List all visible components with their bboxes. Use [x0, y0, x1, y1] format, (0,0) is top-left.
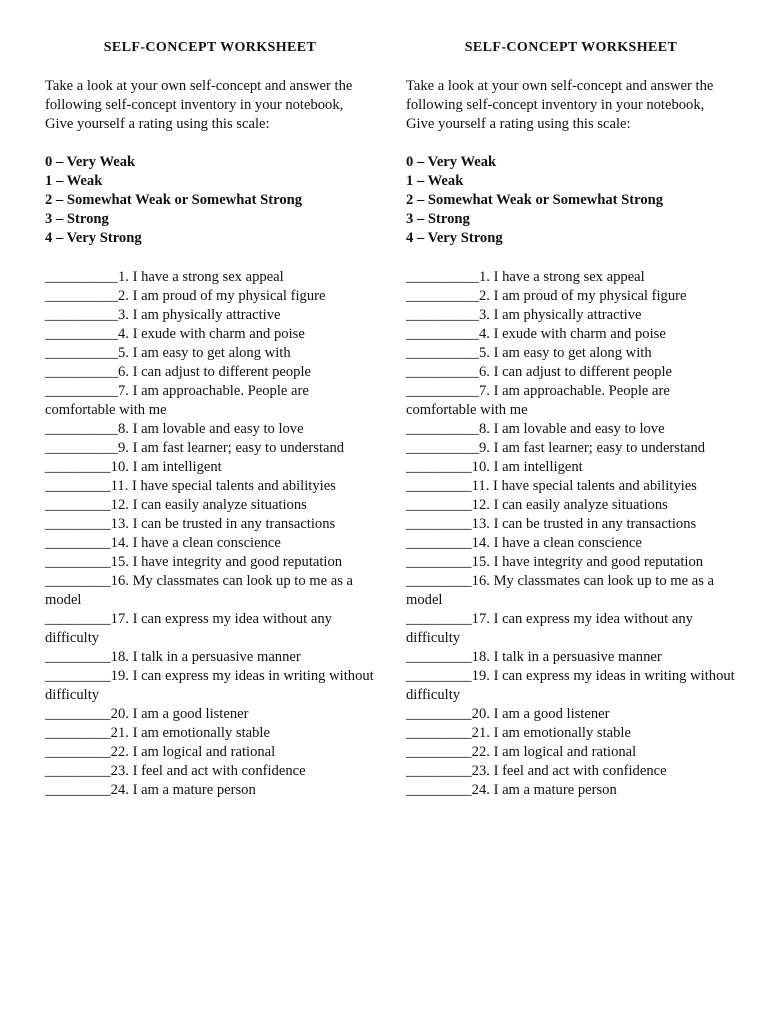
rating-scale: [45, 153, 375, 248]
inventory-item: __________2. I am proud of my physical figure: [45, 288, 326, 304]
inventory-item: __________4. I exude with charm and poise: [406, 326, 666, 342]
worksheet-title: SELF-CONCEPT WORKSHEET: [464, 40, 678, 55]
scale-item: 0 – Very Weak: [45, 154, 136, 170]
inventory-item: __________9. I am fast learner; easy to understand: [406, 440, 706, 456]
inventory-item: __________6. I can adjust to different people: [406, 364, 673, 380]
scale-item: 2 – Somewhat Weak or Somewhat Strong: [406, 192, 664, 208]
inventory-item: __________5. I am easy to get along with: [45, 345, 291, 361]
inventory-item: __________9. I am fast learner; easy to understand: [45, 440, 345, 456]
inventory-item: _________20. I am a good listener: [406, 706, 610, 722]
scale-item: 4 – Very Strong: [406, 230, 503, 246]
inventory-item: _________18. I talk in a persuasive manner: [406, 649, 662, 665]
scale-item: 1 – Weak: [406, 173, 464, 189]
inventory-item: _________24. I am a mature person: [45, 782, 256, 798]
inventory-item: _________15. I have integrity and good reputation: [45, 554, 343, 570]
inventory-item: _________16. My classmates can look up to me as a model: [45, 573, 354, 608]
inventory-item: __________7. I am approachable. People are comfortable with me: [45, 383, 309, 418]
inventory-item: __________8. I am lovable and easy to love: [45, 421, 304, 437]
inventory-item: _________17. I can express my idea without any difficulty: [45, 611, 332, 646]
scale-item: 1 – Weak: [45, 173, 103, 189]
worksheet-title: SELF-CONCEPT WORKSHEET: [103, 40, 317, 55]
inventory-item: __________7. I am approachable. People are comfortable with me: [406, 383, 670, 418]
inventory-item: _________15. I have integrity and good reputation: [406, 554, 704, 570]
inventory-item: _________16. My classmates can look up to me as a model: [406, 573, 715, 608]
inventory-item: _________18. I talk in a persuasive manner: [45, 649, 301, 665]
inventory-item: _________17. I can express my idea without any difficulty: [406, 611, 693, 646]
inventory-item: _________12. I can easily analyze situations: [406, 497, 668, 513]
scale-item: 3 – Strong: [45, 211, 109, 227]
rating-scale: [406, 153, 736, 248]
worksheet-intro: Take a look at your own self-concept and answer the following self-concept inventory in your notebook, Give yourself a rating using this scale:: [45, 78, 353, 132]
scale-item: 0 – Very Weak: [406, 154, 497, 170]
inventory-item: __________3. I am physically attractive: [406, 307, 642, 323]
scale-item: 4 – Very Strong: [45, 230, 142, 246]
inventory-item: __________5. I am easy to get along with: [406, 345, 652, 361]
inventory-item: _________13. I can be trusted in any transactions: [406, 516, 697, 532]
inventory-item: _________21. I am emotionally stable: [406, 725, 631, 741]
inventory-item: _________21. I am emotionally stable: [45, 725, 270, 741]
inventory-item: _________11. I have special talents and abilityies: [406, 478, 697, 494]
inventory-item: __________3. I am physically attractive: [45, 307, 281, 323]
inventory-item: _________22. I am logical and rational: [406, 744, 637, 760]
inventory-item: __________1. I have a strong sex appeal: [45, 269, 284, 285]
inventory-item: _________22. I am logical and rational: [45, 744, 276, 760]
inventory-item: _________13. I can be trusted in any transactions: [45, 516, 336, 532]
inventory-item: _________19. I can express my ideas in writing without difficulty: [406, 668, 735, 703]
inventory-item: _________11. I have special talents and abilityies: [45, 478, 336, 494]
inventory-item: _________20. I am a good listener: [45, 706, 249, 722]
inventory-item: __________2. I am proud of my physical figure: [406, 288, 687, 304]
inventory-item: _________14. I have a clean conscience: [406, 535, 642, 551]
inventory-item: _________19. I can express my ideas in writing without difficulty: [45, 668, 374, 703]
inventory-item: __________1. I have a strong sex appeal: [406, 269, 645, 285]
inventory-item: _________12. I can easily analyze situations: [45, 497, 307, 513]
inventory-list: [45, 268, 375, 800]
inventory-item: _________24. I am a mature person: [406, 782, 617, 798]
worksheet-right: [406, 38, 736, 800]
inventory-item: _________23. I feel and act with confidence: [406, 763, 667, 779]
inventory-item: __________8. I am lovable and easy to love: [406, 421, 665, 437]
inventory-item: _________14. I have a clean conscience: [45, 535, 281, 551]
inventory-list: [406, 268, 736, 800]
scale-item: 3 – Strong: [406, 211, 470, 227]
inventory-item: _________10. I am intelligent: [406, 459, 583, 475]
inventory-item: __________6. I can adjust to different people: [45, 364, 312, 380]
worksheet-left: [45, 38, 375, 800]
inventory-item: _________23. I feel and act with confidence: [45, 763, 306, 779]
scale-item: 2 – Somewhat Weak or Somewhat Strong: [45, 192, 303, 208]
inventory-item: _________10. I am intelligent: [45, 459, 222, 475]
worksheet-intro: Take a look at your own self-concept and answer the following self-concept inventory in your notebook, Give yourself a rating using this scale:: [406, 78, 714, 132]
inventory-item: __________4. I exude with charm and poise: [45, 326, 305, 342]
